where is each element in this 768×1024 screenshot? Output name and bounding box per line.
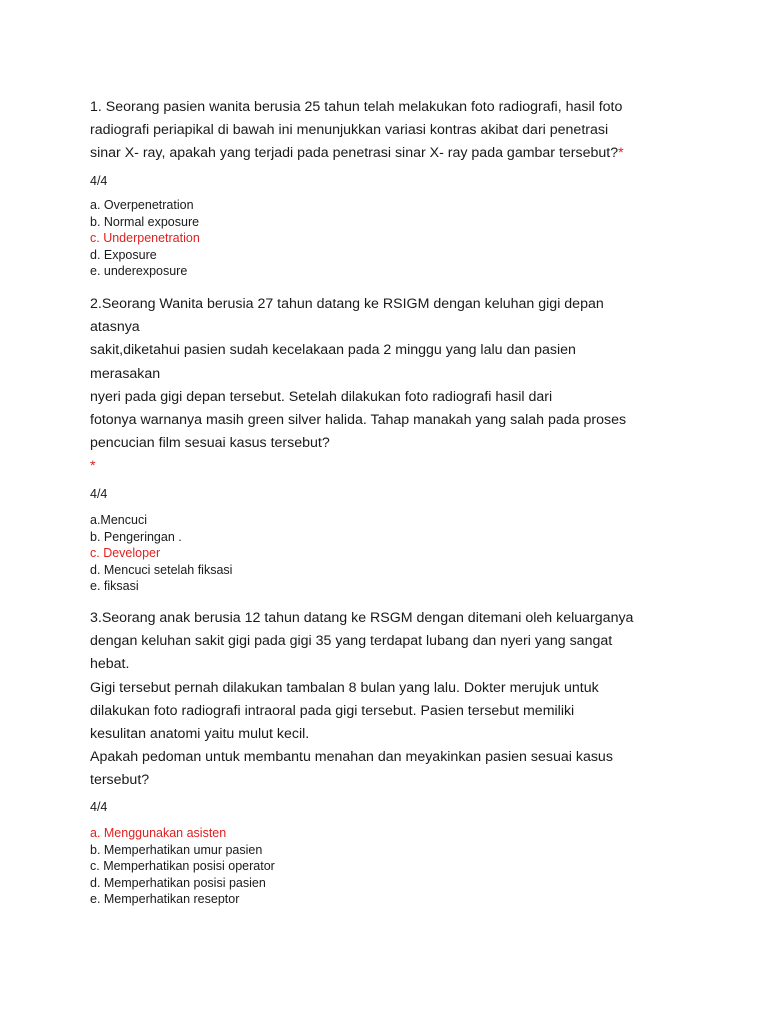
question-1-option-b: b. Normal exposure: [90, 214, 200, 229]
question-3-score: 4/4: [90, 800, 108, 814]
question-1-option-c-correct: c. Underpenetration: [90, 231, 200, 246]
question-1-score: 4/4: [90, 174, 108, 188]
question-3-text: [90, 607, 633, 793]
question-3-option-b: b. Memperhatikan umur pasien: [90, 842, 263, 857]
question-1-options: [90, 197, 200, 280]
question-2-line-6: fotonya warnanya masih green silver halida. Tahap manakah yang salah pada proses: [90, 412, 627, 429]
question-2-text: [90, 293, 626, 479]
question-2-option-a: a.Mencuci: [90, 513, 147, 527]
question-3-line-2: dengan keluhan sakit gigi pada gigi 35 yang terdapat lubang dan nyeri yang sangat: [90, 633, 613, 650]
required-asterisk: *: [90, 458, 96, 475]
question-3-option-a-correct: a. Menggunakan asisten: [90, 826, 227, 840]
question-2-line-1: 2.Seorang Wanita berusia 27 tahun datang ke RSIGM dengan keluhan gigi depan: [90, 296, 604, 312]
question-2-option-b: b. Pengeringan .: [90, 529, 182, 544]
question-1-line-2: radiografi periapikal di bawah ini menunjukkan variasi kontras akibat dari penetrasi: [90, 122, 609, 139]
question-3-line-3: hebat.: [90, 656, 130, 673]
question-2-line-4: merasakan: [90, 365, 161, 382]
question-3-option-d: d. Memperhatikan posisi pasien: [90, 875, 266, 890]
question-1-text: [90, 96, 624, 166]
question-3-option-c: c. Memperhatikan posisi operator: [90, 859, 275, 874]
question-1-option-a: a. Overpenetration: [90, 198, 194, 212]
question-2-option-c-correct: c. Developer: [90, 546, 161, 561]
question-1-line-1: 1. Seorang pasien wanita berusia 25 tahun telah melakukan foto radiografi, hasil foto: [90, 99, 623, 115]
question-1-option-e: e. underexposure: [90, 264, 188, 279]
question-3-line-8: tersebut?: [90, 772, 150, 789]
question-2-option-e: e. fiksasi: [90, 579, 139, 594]
question-2-line-7: pencucian film sesuai kasus tersebut?: [90, 435, 330, 452]
question-3-line-5: dilakukan foto radiografi intraoral pada gigi tersebut. Pasien tersebut memiliki: [90, 702, 575, 719]
question-3-line-7: Apakah pedoman untuk membantu menahan dan meyakinkan pasien sesuai kasus: [90, 749, 613, 766]
question-1-line-3: [90, 142, 624, 165]
question-3-line-1: 3.Seorang anak berusia 12 tahun datang ke RSGM dengan ditemani oleh keluarganya: [90, 610, 634, 626]
question-2-line-2: atasnya: [90, 319, 140, 336]
question-3-line-4: Gigi tersebut pernah dilakukan tambalan 8 bulan yang lalu. Dokter merujuk untuk: [90, 679, 599, 696]
question-2-options: [90, 512, 232, 595]
required-asterisk: *: [618, 145, 624, 162]
question-2-line-3: sakit,diketahui pasien sudah kecelakaan pada 2 minggu yang lalu dan pasien: [90, 342, 576, 359]
question-3-line-6: kesulitan anatomi yaitu mulut kecil.: [90, 726, 310, 743]
question-3-option-e: e. Memperhatikan reseptor: [90, 892, 240, 907]
question-2-score: 4/4: [90, 487, 108, 501]
question-2-option-d: d. Mencuci setelah fiksasi: [90, 562, 233, 577]
question-2-line-5: nyeri pada gigi depan tersebut. Setelah dilakukan foto radiografi hasil dari: [90, 388, 553, 405]
question-1-line-3-text: sinar X- ray, apakah yang terjadi pada penetrasi sinar X- ray pada gambar tersebut?: [90, 145, 619, 162]
question-1-option-d: d. Exposure: [90, 247, 157, 262]
question-3-options: [90, 825, 275, 908]
